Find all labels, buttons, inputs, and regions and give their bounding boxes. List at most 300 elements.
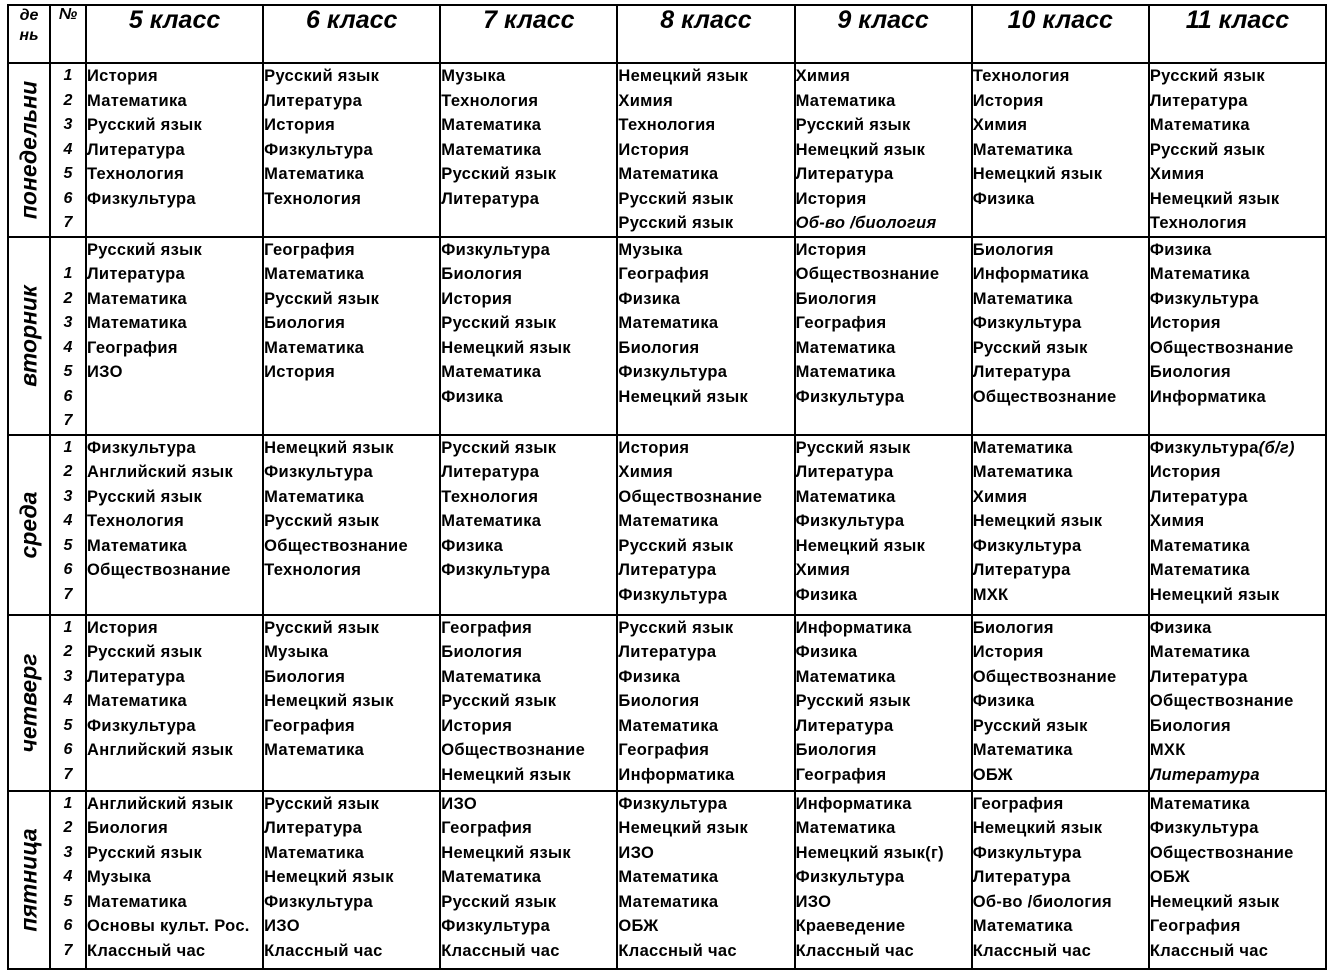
lesson-number: 6 — [63, 917, 73, 934]
subject — [87, 187, 262, 212]
subject-name: Математика — [618, 892, 719, 911]
subject — [87, 689, 262, 714]
subject — [441, 816, 616, 841]
subject-name: Математика — [87, 536, 187, 555]
subject — [973, 583, 1148, 608]
subject — [441, 311, 616, 336]
subject — [796, 64, 971, 89]
subject-name: Математика — [1149, 536, 1250, 555]
subject — [618, 336, 793, 361]
subject-name: Физкультура — [972, 536, 1082, 555]
day-row — [8, 237, 1326, 435]
subject — [1150, 583, 1325, 608]
subject-name: Немецкий язык — [795, 140, 926, 159]
subject — [796, 714, 971, 739]
subject — [796, 238, 971, 263]
subject — [618, 914, 793, 939]
subject-name: Физика — [618, 667, 681, 686]
subject — [618, 583, 793, 608]
subject-name: Литература — [972, 561, 1071, 579]
subject-name: История — [441, 716, 513, 735]
lesson-number: 3 — [63, 487, 73, 505]
subject-name: Математика — [795, 338, 896, 357]
subject-name: Математика — [972, 463, 1073, 481]
subject — [1150, 841, 1325, 866]
subject — [441, 64, 616, 89]
subject-name: Литература — [972, 363, 1071, 381]
subject-name: Математика — [795, 819, 896, 837]
subject — [441, 138, 616, 163]
class-7-subjects — [440, 791, 617, 969]
lesson-number: 4 — [63, 868, 73, 885]
subject-name: Русский язык — [87, 487, 203, 506]
subject-name: Русский язык — [441, 438, 557, 457]
subject-name: Литература — [795, 463, 894, 481]
subject-name: Русский язык — [618, 189, 734, 208]
class-6-subjects — [263, 615, 440, 791]
subject-name: Технология — [972, 67, 1070, 85]
day-name: пятница — [15, 827, 42, 932]
subject — [796, 311, 971, 336]
subject-name: Музыка — [618, 240, 683, 259]
subject — [618, 64, 793, 89]
subject — [796, 558, 971, 583]
subject-name: Биология — [441, 643, 523, 661]
lesson-number: 5 — [63, 165, 73, 182]
subject-name: Английский язык — [87, 741, 234, 759]
subject-name: Литература — [1149, 91, 1248, 110]
subject — [264, 865, 439, 890]
subject — [1150, 262, 1325, 287]
subject — [973, 485, 1148, 510]
subject — [441, 385, 616, 410]
subject — [441, 914, 616, 939]
subject — [1150, 640, 1325, 665]
subject-name: Физика — [441, 387, 504, 406]
lesson-number: 4 — [63, 512, 73, 529]
lesson-number: 5 — [63, 536, 73, 554]
subject — [973, 460, 1148, 485]
subject-name: Немецкий язык — [441, 338, 571, 357]
subject — [264, 689, 439, 714]
lesson-number: 7 — [63, 585, 73, 603]
lesson-number: 6 — [63, 741, 73, 758]
subject — [618, 616, 793, 641]
class-11-subjects — [1149, 615, 1326, 791]
subject-name: ИЗО — [264, 917, 300, 935]
subject — [1150, 162, 1325, 187]
subject-name: ИЗО — [618, 843, 655, 862]
subject-name: Классный час — [87, 941, 206, 960]
subject-name: Физика — [1149, 240, 1212, 259]
subject — [1150, 939, 1325, 964]
subject — [1150, 534, 1325, 559]
day-name: среда — [15, 491, 42, 558]
subject-name: География — [618, 265, 710, 283]
subject-name: Физкультура — [87, 716, 196, 735]
subject-name: Русский язык — [795, 438, 911, 457]
subject-name: Физкультура — [618, 585, 728, 604]
subject — [87, 841, 262, 866]
class-9-subjects — [795, 615, 972, 791]
subject — [264, 665, 439, 690]
subject — [618, 714, 793, 739]
subject — [441, 485, 616, 510]
subject-name: Технология — [264, 561, 362, 579]
subject-name: Физкультура — [264, 892, 373, 911]
subject — [973, 939, 1148, 964]
subject — [1150, 187, 1325, 212]
subject — [264, 64, 439, 89]
lesson-number: 4 — [63, 338, 73, 356]
subject — [796, 738, 971, 763]
subject-name: Математика — [1149, 116, 1250, 134]
subject — [264, 287, 439, 312]
subject — [87, 287, 262, 312]
subject — [973, 816, 1148, 841]
class-10-subjects — [972, 237, 1149, 435]
subject — [973, 238, 1148, 263]
subject — [618, 865, 793, 890]
lesson-number: 7 — [63, 765, 73, 783]
subject-name: Физкультура — [264, 140, 373, 159]
class-11-subjects — [1149, 63, 1326, 237]
subject-name: Литература — [618, 561, 717, 579]
class-header-7: 7 класс — [440, 5, 617, 63]
subject — [441, 558, 616, 583]
subject-name: МХК — [1149, 741, 1186, 759]
subject-name: Русский язык — [441, 692, 557, 710]
lesson-number: 1 — [63, 67, 73, 84]
subject-name: География — [264, 716, 355, 735]
subject-name: Информатика — [795, 794, 912, 813]
subject-name: Литература — [264, 819, 363, 837]
subject — [87, 311, 262, 336]
subject — [1150, 914, 1325, 939]
subject-name: Математика — [972, 438, 1073, 457]
subject — [796, 583, 971, 608]
subject — [87, 738, 262, 763]
subject-name: Русский язык — [618, 214, 734, 232]
day-row — [8, 63, 1326, 237]
subject — [1150, 890, 1325, 915]
subject-name: Музыка — [87, 868, 152, 886]
class-11-subjects — [1149, 791, 1326, 969]
subject-name: Математика — [87, 289, 187, 308]
subject-name: Информатика — [618, 765, 735, 784]
subject — [973, 763, 1148, 788]
subject — [1150, 336, 1325, 361]
subject-name: Математика — [972, 917, 1073, 935]
subject-name: Математика — [972, 741, 1073, 759]
lesson-numbers — [50, 791, 86, 969]
subject — [796, 640, 971, 665]
subject — [973, 311, 1148, 336]
class-7-subjects — [440, 435, 617, 615]
subject-name: Технология — [618, 116, 716, 134]
subject-name: Физкультура — [441, 917, 551, 935]
subject — [796, 816, 971, 841]
subject-name: Математика — [441, 116, 542, 134]
subject — [1150, 238, 1325, 263]
subject — [796, 792, 971, 817]
subject — [618, 460, 793, 485]
subject — [1150, 89, 1325, 114]
subject — [618, 162, 793, 187]
subject-name: Химия — [618, 463, 674, 481]
subject — [796, 890, 971, 915]
subject — [973, 865, 1148, 890]
class-9-subjects — [795, 791, 972, 969]
subject-name: Физика — [441, 536, 504, 555]
subject-name: Обществознание — [618, 487, 763, 506]
subject-name: Физика — [795, 585, 858, 604]
subject — [87, 640, 262, 665]
subject — [973, 360, 1148, 385]
subject — [441, 616, 616, 641]
subject — [264, 162, 439, 187]
subject-name: Технология — [441, 487, 539, 506]
subject — [441, 336, 616, 361]
subject — [1150, 792, 1325, 817]
subject — [264, 187, 439, 212]
subject-name: Немецкий язык — [441, 843, 571, 862]
subject — [87, 336, 262, 361]
lesson-numbers — [50, 237, 86, 435]
subject-name: Обществознание — [1149, 843, 1294, 862]
subject — [618, 287, 793, 312]
subject-name: Немецкий язык — [264, 692, 394, 710]
subject — [973, 385, 1148, 410]
subject-name: Русский язык — [618, 618, 734, 637]
subject-name: Русский язык — [87, 643, 203, 661]
subject — [1150, 763, 1325, 788]
subject — [264, 714, 439, 739]
subject — [1150, 360, 1325, 385]
subject-name: Физика — [972, 189, 1035, 208]
subject — [796, 89, 971, 114]
class-10-subjects — [972, 791, 1149, 969]
subject-name: Химия — [618, 91, 674, 110]
subject — [87, 64, 262, 89]
subject-name: Математика — [441, 363, 542, 381]
class-8-subjects — [617, 63, 794, 237]
subject-name: Математика — [264, 265, 365, 283]
subject-group-suffix: (б/г) — [1258, 438, 1295, 457]
lesson-number: 4 — [63, 140, 73, 158]
subject-name: Немецкий язык — [1149, 189, 1280, 208]
subject-name: География — [1149, 917, 1241, 935]
class-7-subjects — [440, 63, 617, 237]
subject — [1150, 113, 1325, 138]
lesson-number: 2 — [63, 819, 73, 836]
subject-name: Физкультура — [795, 387, 905, 406]
subject-name: Математика — [618, 868, 719, 886]
subject-name: Информатика — [795, 618, 912, 637]
subject — [796, 914, 971, 939]
day-row — [8, 435, 1326, 615]
subject — [441, 238, 616, 263]
subject — [1150, 64, 1325, 89]
class-6-subjects — [263, 237, 440, 435]
subject — [796, 665, 971, 690]
lesson-number: 6 — [63, 387, 73, 405]
subject — [441, 460, 616, 485]
subject — [618, 211, 793, 236]
subject-name: Немецкий язык(г) — [795, 843, 944, 862]
subject — [87, 616, 262, 641]
subject — [441, 509, 616, 534]
subject-name: Литература — [441, 189, 540, 208]
subject — [87, 238, 262, 263]
subject-name: Русский язык — [1149, 67, 1265, 85]
subject-name: Математика — [1149, 643, 1250, 661]
subject-name: Математика — [87, 892, 187, 911]
day-cell — [8, 63, 50, 237]
subject — [796, 460, 971, 485]
subject — [973, 534, 1148, 559]
subject — [618, 238, 793, 263]
subject-name: Математика — [441, 667, 542, 686]
subject — [264, 360, 439, 385]
subject — [87, 460, 262, 485]
subject — [441, 162, 616, 187]
subject-name: Математика — [795, 91, 896, 110]
lesson-number: 6 — [63, 561, 73, 578]
subject — [1150, 460, 1325, 485]
subject — [973, 64, 1148, 89]
subject — [796, 336, 971, 361]
subject-name: Музыка — [264, 643, 329, 661]
subject-name: Математика — [87, 692, 187, 710]
subject-name: Физкультура — [1149, 289, 1259, 308]
subject — [87, 162, 262, 187]
subject-name: Математика — [618, 716, 719, 735]
lesson-number — [51, 238, 85, 263]
subject-name: Биология — [618, 692, 700, 710]
lesson-number: 1 — [63, 794, 73, 812]
subject-name: Химия — [795, 67, 851, 85]
subject — [1150, 436, 1325, 461]
subject-name: Технология — [441, 91, 539, 110]
subject — [264, 792, 439, 817]
subject — [618, 841, 793, 866]
subject-name: Обществознание — [972, 387, 1117, 406]
subject — [796, 385, 971, 410]
lesson-number: 1 — [63, 265, 73, 282]
subject-name: Английский язык — [87, 794, 234, 813]
subject-name: История — [618, 140, 690, 159]
subject-name: Немецкий язык — [618, 67, 749, 85]
subject — [618, 89, 793, 114]
subject — [618, 763, 793, 788]
subject — [264, 640, 439, 665]
lesson-number: 2 — [63, 463, 73, 480]
subject — [441, 890, 616, 915]
day-column-header: де нь — [8, 5, 50, 63]
subject — [87, 558, 262, 583]
subject-name: Математика — [972, 289, 1073, 308]
subject — [796, 138, 971, 163]
subject-name: Физкультура — [264, 463, 373, 481]
subject-name: История — [1149, 463, 1221, 481]
subject-name: Русский язык — [618, 536, 734, 555]
class-header-5: 5 класс — [86, 5, 263, 63]
subject — [441, 738, 616, 763]
class-8-subjects — [617, 791, 794, 969]
class-7-subjects — [440, 237, 617, 435]
subject — [441, 665, 616, 690]
subject — [973, 914, 1148, 939]
subject-name: История — [1149, 314, 1221, 332]
subject-name: Математика — [795, 363, 896, 381]
subject — [796, 865, 971, 890]
subject — [87, 89, 262, 114]
subject-name: Обществознание — [264, 536, 408, 555]
subject — [264, 138, 439, 163]
subject-name: Литература — [795, 165, 894, 183]
subject-name: География — [264, 240, 355, 259]
subject-name: Технология — [87, 512, 185, 530]
subject-name: Математика — [441, 868, 542, 886]
subject — [87, 890, 262, 915]
subject-name: Классный час — [795, 941, 914, 960]
day-row — [8, 791, 1326, 969]
subject — [796, 360, 971, 385]
subject — [973, 689, 1148, 714]
lesson-number: 7 — [63, 214, 73, 231]
lesson-number: 4 — [63, 692, 73, 709]
class-5-subjects — [86, 237, 263, 435]
subject — [441, 262, 616, 287]
subject-name: Русский язык — [795, 692, 911, 710]
class-5-subjects — [86, 791, 263, 969]
subject — [264, 238, 439, 263]
lesson-number: 2 — [63, 289, 73, 307]
subject — [973, 187, 1148, 212]
subject — [1150, 665, 1325, 690]
lesson-number: 2 — [63, 91, 73, 109]
subject — [441, 640, 616, 665]
subject — [264, 509, 439, 534]
lesson-number: 5 — [63, 716, 73, 734]
subject — [973, 509, 1148, 534]
subject — [264, 914, 439, 939]
subject — [1150, 558, 1325, 583]
subject — [87, 914, 262, 939]
subject — [618, 113, 793, 138]
subject — [441, 939, 616, 964]
subject-name: Русский язык — [264, 289, 380, 308]
subject-name: Обществознание — [795, 265, 940, 283]
subject — [87, 262, 262, 287]
subject-name: Физкультура — [441, 561, 551, 579]
subject — [87, 865, 262, 890]
subject — [441, 534, 616, 559]
subject — [973, 113, 1148, 138]
subject-name: Русский язык — [441, 314, 557, 332]
day-cell — [8, 615, 50, 791]
class-5-subjects — [86, 63, 263, 237]
subject-name: Классный час — [264, 941, 383, 960]
subject — [87, 816, 262, 841]
subject-name: География — [972, 794, 1064, 813]
subject-name: Обществознание — [441, 741, 586, 759]
subject — [441, 436, 616, 461]
subject-name: География — [795, 765, 887, 784]
subject-name: Биология — [264, 667, 346, 686]
subject — [618, 385, 793, 410]
